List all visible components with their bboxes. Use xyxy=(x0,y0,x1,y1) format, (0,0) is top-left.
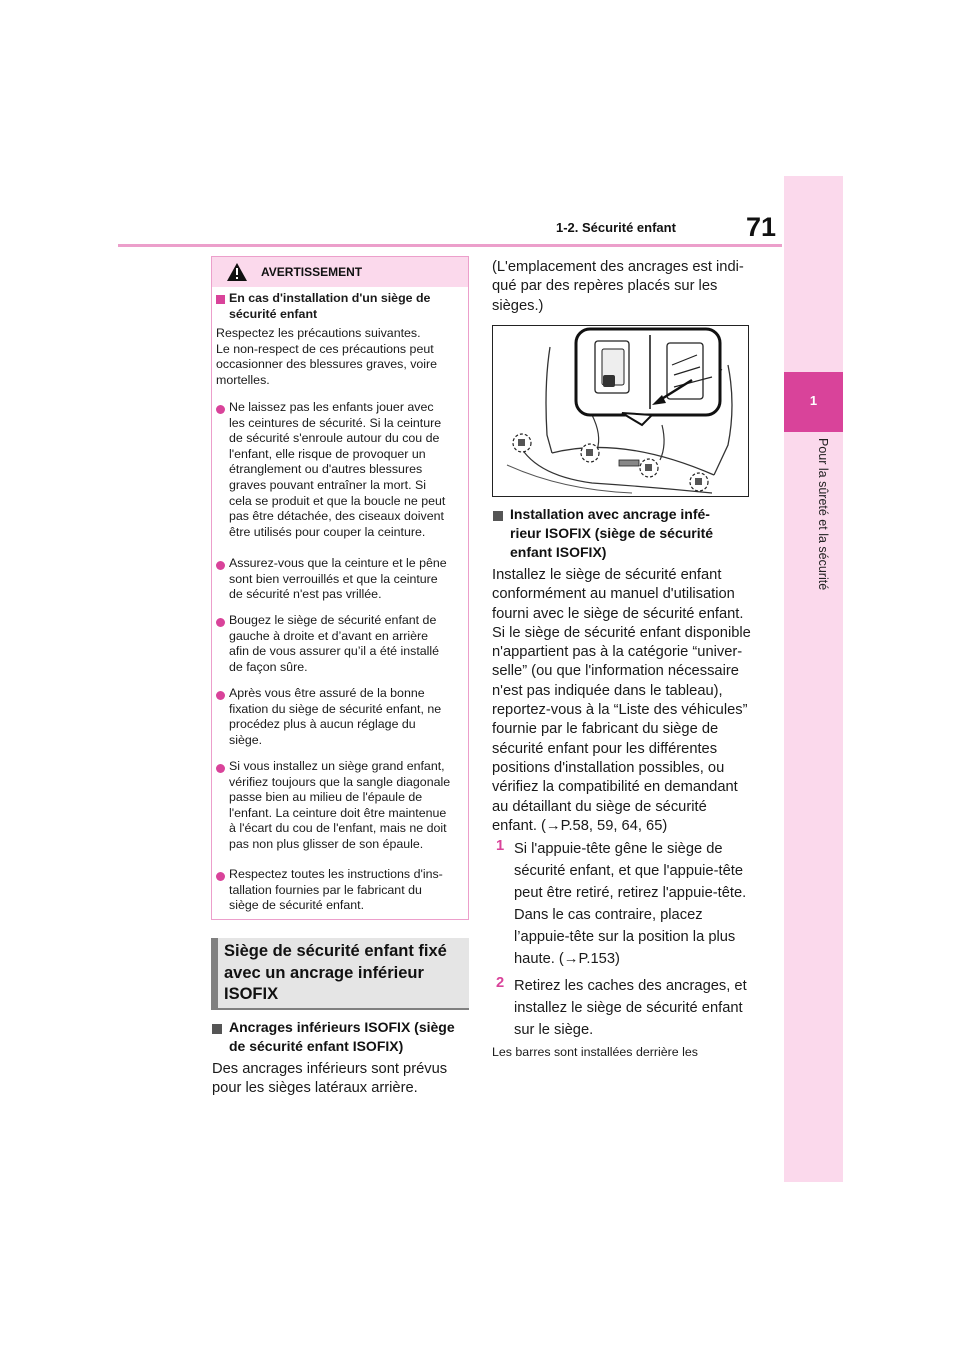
page-number: 71 xyxy=(746,212,777,242)
warning-item-4: Après vous être assuré de la bonne fixation du siège de sécurité enfant, ne procédez plus à aucun réglage du siège. xyxy=(229,686,442,747)
section-heading-bar xyxy=(211,938,218,1010)
bullet-icon xyxy=(216,561,225,570)
section-heading-rule xyxy=(211,1008,469,1010)
step-number-2: 2 xyxy=(496,975,505,991)
paragraph-location: (L'emplacement des ancrages est indi- qué par des repères placés sur les sièges.) xyxy=(492,259,744,314)
header-rule xyxy=(118,244,782,247)
paragraph-installation: Installez le siège de sécurité enfant conformément au manuel d'utilisation fourni avec le siège de sécurité enfant. Si le siège de sécurité enfant disponible n'appartient pas à la catégorie “univer- selle” (ou que l'information nécessaire n'est pas indiquée dans le tableau), reportez-vous à la “Liste des véhicules” fournie par le fabricant du siège de sécurité enfant pour les différentes positions d'installation possibles, ou vérifiez la compatibilité en demandant au détaillant du siège de sécurité enfant. (→P.58, 59, 64, 65) xyxy=(492,567,751,834)
side-tab-strip xyxy=(784,176,843,1182)
bullet-icon xyxy=(216,405,225,414)
isofix-seat-illustration xyxy=(492,325,749,497)
warning-item-3: Bougez le siège de sécurité enfant de gauche à droite et d’avant en arrière afin de vous assurer qu’il a été installé de façon sûre. xyxy=(229,613,440,674)
section-title: 1-2. Sécurité enfant xyxy=(556,220,676,235)
step-number-1: 1 xyxy=(496,838,505,854)
subheading-isofix-anchors: Ancrages inférieurs ISOFIX (siège de sécurité enfant ISOFIX) xyxy=(229,1019,455,1054)
section-heading: Siège de sécurité enfant fixé avec un ancrage inférieur ISOFIX xyxy=(224,942,447,1003)
step-2: Retirez les caches des ancrages, et installez le siège de sécurité enfant sur le siège. xyxy=(514,978,747,1038)
warning-subtitle: En cas d'installation d'un siège de sécurité enfant xyxy=(229,291,431,321)
warning-item-1: Ne laissez pas les enfants jouer avec les ceintures de sécurité. Si la ceinture de sécurité s'enroule autour du cou de l'enfant, elle risque de provoquer un étranglement ou d'autres blessures graves pouvant entraîner la mort. Si cela se produit et que la boucle ne peut pas être détachée, des ciseaux doivent être utilisés pour couper la ceinture. xyxy=(229,400,446,539)
subheading-square-icon xyxy=(493,511,503,521)
bullet-icon xyxy=(216,872,225,881)
chapter-label: Pour la sûreté et la sécurité xyxy=(816,438,830,591)
step-1: Si l'appuie-tête gêne le siège de sécurité enfant, et que l'appuie-tête peut être retiré, retirez l'appuie-tête. Dans le cas contraire, placez l’appuie-tête sur la position la plus haute. (→P.153) xyxy=(514,841,747,967)
warning-item-5: Si vous installez un siège grand enfant, vérifiez toujours que la sangle diagonale passe bien au milieu de l'épaule de l'enfant. La ceinture doit être maintenue à l'écart du cou de l'enfant, mais ne doit pas non plus glisser de son épaule. xyxy=(229,759,451,851)
section-square-icon xyxy=(216,295,225,304)
bullet-icon xyxy=(216,764,225,773)
subheading-square-icon xyxy=(212,1024,222,1034)
bullet-icon xyxy=(216,618,225,627)
paragraph-anchors: Des ancrages inférieurs sont prévus pour les sièges latéraux arrière. xyxy=(212,1061,448,1097)
warning-item-6: Respectez toutes les instructions d'ins- tallation fournies par le fabricant du siège de sécurité enfant. xyxy=(229,867,443,913)
bullet-icon xyxy=(216,691,225,700)
warning-triangle-icon xyxy=(226,262,248,282)
subheading-installation: Installation avec ancrage infé- rieur ISOFIX (siège de sécurité enfant ISOFIX) xyxy=(510,506,714,560)
chapter-tab[interactable]: 1 xyxy=(784,372,843,432)
warning-title: AVERTISSEMENT xyxy=(261,265,363,279)
warning-item-2: Assurez-vous que la ceinture et le pêne sont bien verrouillés et que la ceinture de sécurité n'est pas vrillée. xyxy=(229,556,447,602)
continued-text: Les barres sont installées derrière les xyxy=(492,1045,698,1059)
warning-intro: Respectez les précautions suivantes. Le non-respect de ces précautions peut occasionner des blessures graves, voire mortelles. xyxy=(216,326,438,387)
